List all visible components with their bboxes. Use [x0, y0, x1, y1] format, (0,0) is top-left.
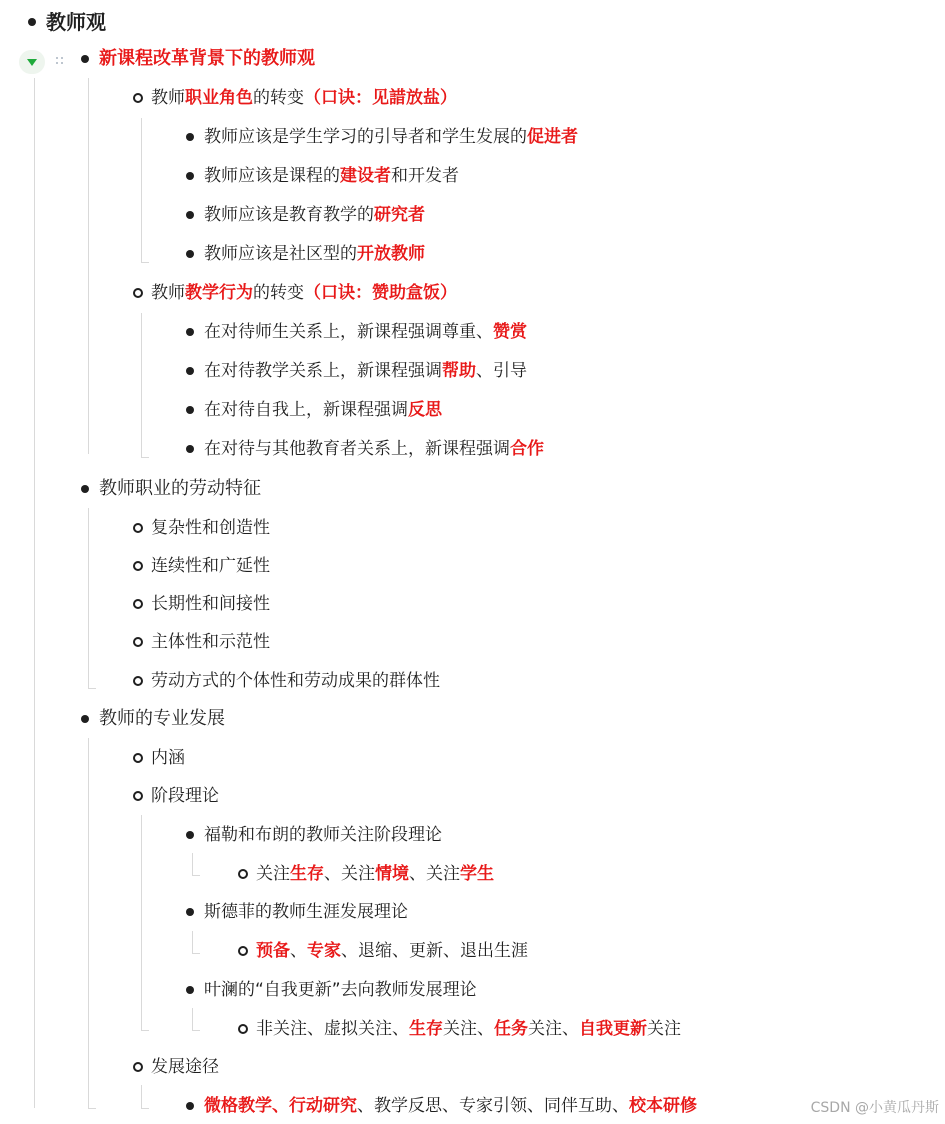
circle-bullet-icon: [133, 753, 143, 763]
guide-level1: [34, 78, 35, 1108]
bullet-icon: [186, 367, 194, 375]
bullet-icon: [28, 18, 36, 26]
bullet-icon: [186, 133, 194, 141]
watermark: CSDN @小黄瓜丹斯: [810, 1100, 939, 1116]
guide-hook: [88, 688, 96, 689]
guide-level3-c2: [141, 815, 142, 1030]
bullet-icon: [81, 485, 89, 493]
bullet-icon: [186, 328, 194, 336]
s2-item-text: 长期性和间接性: [151, 594, 270, 614]
s1a-i4-text: 教师应该是社区型的开放教师: [204, 244, 425, 264]
s3-c1-text: 内涵: [151, 748, 185, 768]
s1a-i2-text: 教师应该是课程的建设者和开发者: [204, 166, 459, 186]
outline-item-s3[interactable]: [81, 702, 225, 736]
s2-item-text: 主体性和示范性: [151, 632, 270, 652]
s2-title: 教师职业的劳动特征: [99, 478, 261, 499]
bullet-icon: [186, 406, 194, 414]
s1a-i3-text: 教师应该是教育教学的研究者: [204, 205, 425, 225]
s1b-i1-text: 在对待师生关系上，新课程强调尊重、赞赏: [204, 322, 527, 342]
guide-level2-s3: [88, 738, 89, 1108]
bullet-icon: [186, 1102, 194, 1110]
bullet-icon: [186, 211, 194, 219]
guide-hook: [141, 262, 149, 263]
circle-bullet-icon: [238, 1024, 248, 1034]
bullet-icon: [186, 831, 194, 839]
outline-item-s2-4[interactable]: [133, 664, 440, 698]
s1b-i2-text: 在对待教学关系上，新课程强调帮助、引导: [204, 361, 527, 381]
circle-bullet-icon: [133, 93, 143, 103]
outline-item-s1b-i4[interactable]: [186, 432, 544, 466]
s1-title: 新课程改革背景下的教师观: [99, 48, 315, 69]
outline-item-s1b[interactable]: [133, 276, 457, 310]
guide-level4-t1: [192, 853, 193, 875]
s1a-i1-text: 教师应该是学生学习的引导者和学生发展的促进者: [204, 127, 578, 147]
circle-bullet-icon: [133, 599, 143, 609]
outline-item-s3-t1[interactable]: [186, 818, 442, 852]
outline-item-s3-c3[interactable]: [133, 1050, 219, 1084]
bullet-icon: [81, 55, 89, 63]
outline-item-s1a[interactable]: [133, 81, 457, 115]
circle-bullet-icon: [133, 523, 143, 533]
circle-bullet-icon: [133, 1062, 143, 1072]
guide-level2-s1: [88, 78, 89, 454]
s3-t2-sub-text: 预备、专家、退缩、更新、退出生涯: [256, 941, 528, 961]
bullet-icon: [186, 986, 194, 994]
s1b-i3-text: 在对待自我上，新课程强调反思: [204, 400, 442, 420]
circle-bullet-icon: [133, 288, 143, 298]
bullet-icon: [186, 445, 194, 453]
bullet-icon: [186, 172, 194, 180]
outline-item-s3-d1[interactable]: [186, 1089, 697, 1123]
bullet-icon: [186, 908, 194, 916]
s2-item-text: 复杂性和创造性: [151, 518, 270, 538]
outline-item-s1[interactable]: [81, 42, 315, 76]
s1a-text: 教师职业角色的转变（口诀：见諎放盐）: [151, 88, 457, 108]
drag-handle-icon[interactable]: [56, 57, 64, 67]
outline-item-s3-t1-sub[interactable]: [238, 857, 494, 891]
outline-item-s2[interactable]: [81, 472, 261, 506]
outline-item-s3-t3[interactable]: [186, 973, 477, 1007]
outline-item-s1b-i2[interactable]: [186, 354, 527, 388]
outline-item-s2-2[interactable]: [133, 587, 270, 621]
s3-t3-text: 叶澜的“自我更新”去向教师发展理论: [204, 980, 477, 1000]
s3-t3-sub-text: 非关注、虚拟关注、生存关注、任务关注、自我更新关注: [256, 1019, 681, 1039]
outline-item-s1a-i3[interactable]: [186, 198, 425, 232]
guide-level4-t2: [192, 931, 193, 953]
s2-item-text: 连续性和广延性: [151, 556, 270, 576]
outline-item-s1a-i4[interactable]: [186, 237, 425, 271]
s3-c2-text: 阶段理论: [151, 786, 219, 806]
bullet-icon: [81, 715, 89, 723]
guide-level4-t3: [192, 1008, 193, 1030]
guide-hook: [88, 1108, 96, 1109]
guide-level3-b: [141, 313, 142, 457]
s2-item-text: 劳动方式的个体性和劳动成果的群体性: [151, 671, 440, 691]
guide-hook: [192, 875, 200, 876]
guide-level3-a: [141, 118, 142, 262]
s3-c3-text: 发展途径: [151, 1057, 219, 1077]
s1b-text: 教师教学行为的转变（口诀：赞助盒饭）: [151, 283, 457, 303]
s3-t1-sub-text: 关注生存、关注情境、关注学生: [256, 864, 494, 884]
guide-hook: [141, 1030, 149, 1031]
s3-t2-text: 斯德菲的教师生涯发展理论: [204, 902, 408, 922]
outline-item-s2-3[interactable]: [133, 625, 270, 659]
guide-hook: [192, 1030, 200, 1031]
outline-item-s3-c1[interactable]: [133, 741, 185, 775]
s3-t1-text: 福勒和布朗的教师关注阶段理论: [204, 825, 442, 845]
outline-item-s3-t2[interactable]: [186, 895, 408, 929]
outline-item-s1a-i2[interactable]: [186, 159, 459, 193]
outline-item-s3-c2[interactable]: [133, 779, 219, 813]
s1b-i4-text: 在对待与其他教育者关系上，新课程强调合作: [204, 439, 544, 459]
outline-item-s2-0[interactable]: [133, 511, 270, 545]
outline-item-s3-t3-sub[interactable]: [238, 1012, 681, 1046]
guide-level2-s2: [88, 508, 89, 688]
outline-item-s1b-i3[interactable]: [186, 393, 442, 427]
guide-level3-c3: [141, 1085, 142, 1108]
circle-bullet-icon: [133, 791, 143, 801]
outline-item-s1b-i1[interactable]: [186, 315, 527, 349]
guide-hook: [141, 457, 149, 458]
outline-item-s2-1[interactable]: [133, 549, 270, 583]
circle-bullet-icon: [238, 946, 248, 956]
guide-hook: [192, 953, 200, 954]
circle-bullet-icon: [133, 561, 143, 571]
s3-d1-text: 微格教学、行动研究、教学反思、专家引领、同伴互助、校本研修: [204, 1096, 697, 1116]
circle-bullet-icon: [238, 869, 248, 879]
s3-title: 教师的专业发展: [99, 708, 225, 729]
outline-root[interactable]: [28, 4, 106, 40]
guide-hook: [141, 1108, 149, 1109]
collapse-toggle-icon[interactable]: [19, 50, 45, 74]
circle-bullet-icon: [133, 637, 143, 647]
bullet-icon: [186, 250, 194, 258]
outline-item-s1a-i1[interactable]: [186, 120, 578, 154]
outline-item-s3-t2-sub[interactable]: [238, 934, 528, 968]
circle-bullet-icon: [133, 676, 143, 686]
root-title: 教师观: [46, 10, 106, 34]
